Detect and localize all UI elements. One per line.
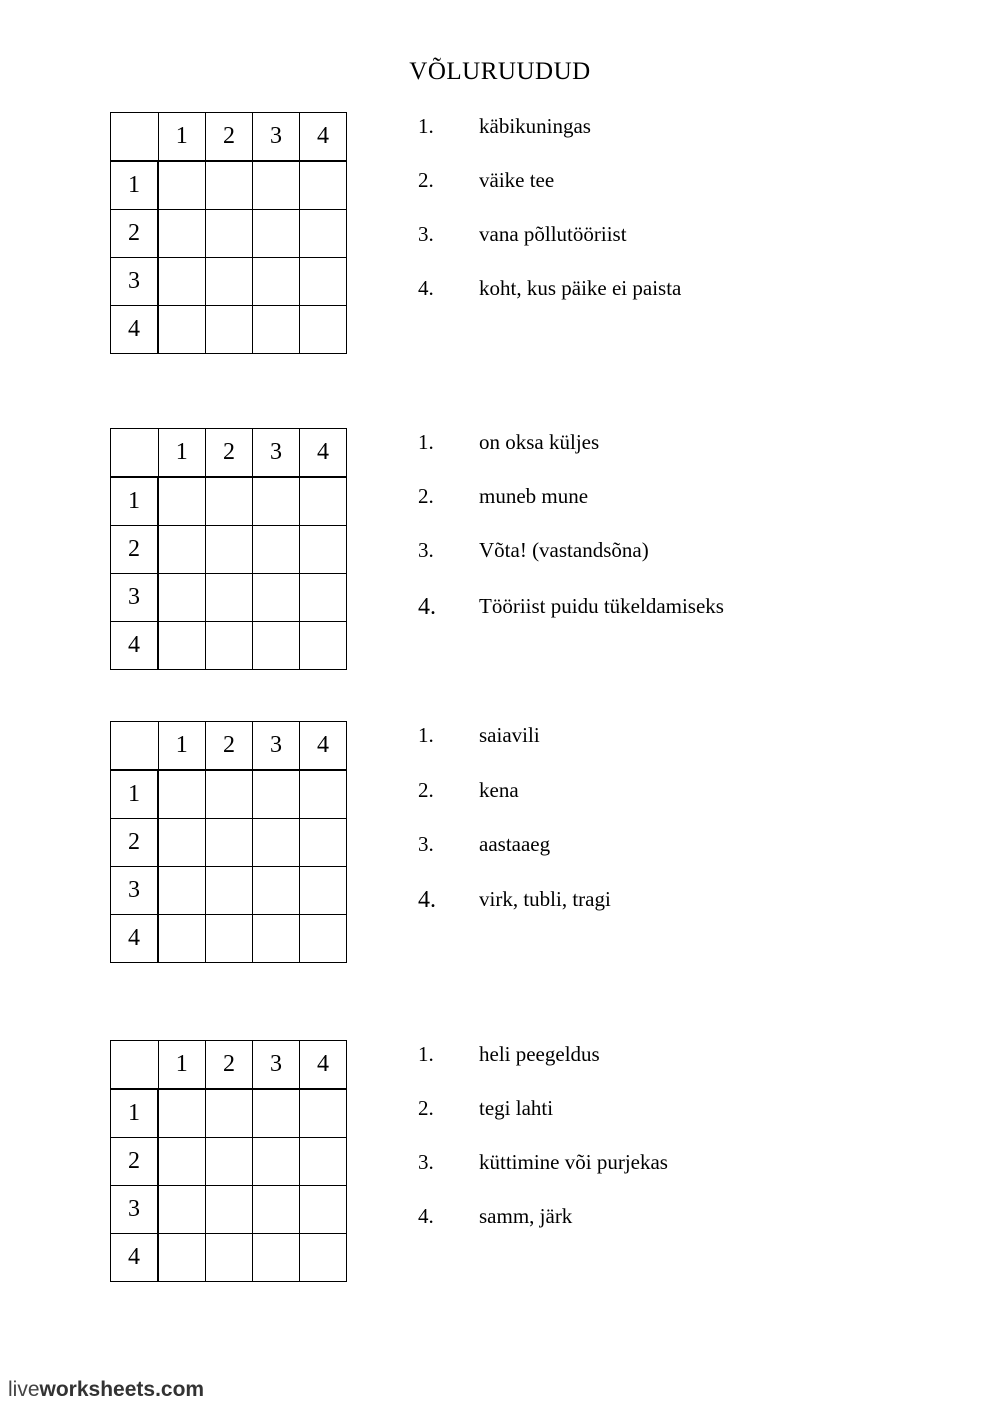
clue-text: vana põllutööriist <box>479 222 627 246</box>
clue-number: 1. <box>418 430 434 454</box>
grid-cell[interactable] <box>158 915 206 963</box>
row-header: 3 <box>111 1186 159 1234</box>
grid-cell[interactable] <box>253 819 300 867</box>
grid-cell[interactable] <box>158 819 206 867</box>
grid-cell[interactable] <box>300 770 347 819</box>
col-header: 3 <box>253 113 300 162</box>
row-header: 3 <box>111 867 159 915</box>
grid-cell[interactable] <box>253 867 300 915</box>
grid-cell[interactable] <box>300 915 347 963</box>
grid-cell[interactable] <box>300 867 347 915</box>
clue-number: 1. <box>418 723 434 747</box>
grid-cell[interactable] <box>206 1089 253 1138</box>
grid-cell[interactable] <box>158 306 206 354</box>
clue-text: samm, järk <box>479 1204 573 1228</box>
grid-cell[interactable] <box>253 574 300 622</box>
grid-cell[interactable] <box>206 1186 253 1234</box>
clue-text: on oksa küljes <box>479 430 600 454</box>
clue-number: 3. <box>418 1150 434 1174</box>
col-header: 1 <box>158 113 206 162</box>
col-header: 2 <box>206 1041 253 1090</box>
row-header: 1 <box>111 477 159 526</box>
clue-text: muneb mune <box>479 484 589 508</box>
row-header: 2 <box>111 1138 159 1186</box>
grid-cell[interactable] <box>206 867 253 915</box>
grid-cell[interactable] <box>158 574 206 622</box>
clue-number: 4. <box>418 887 436 913</box>
col-header: 3 <box>253 429 300 478</box>
puzzle-1 <box>0 112 1000 372</box>
grid-cell[interactable] <box>158 258 206 306</box>
grid-cell[interactable] <box>253 526 300 574</box>
grid-cell[interactable] <box>253 258 300 306</box>
col-header: 1 <box>158 429 206 478</box>
grid-cell[interactable] <box>206 574 253 622</box>
grid-cell[interactable] <box>158 477 206 526</box>
row-header: 4 <box>111 1234 159 1282</box>
grid-cell[interactable] <box>253 622 300 670</box>
clue-number: 3. <box>418 222 434 246</box>
grid-corner <box>111 113 159 162</box>
grid-cell[interactable] <box>253 1089 300 1138</box>
row-header: 4 <box>111 915 159 963</box>
puzzle-4 <box>0 1040 1000 1300</box>
col-header: 1 <box>158 1041 206 1090</box>
magic-square-grid <box>110 1040 347 1282</box>
grid-cell[interactable] <box>300 819 347 867</box>
magic-square-grid <box>110 428 347 670</box>
grid-cell[interactable] <box>158 526 206 574</box>
clue-text: väike tee <box>479 168 555 192</box>
row-header: 2 <box>111 819 159 867</box>
grid-cell[interactable] <box>206 1234 253 1282</box>
grid-cell[interactable] <box>300 1138 347 1186</box>
grid-cell[interactable] <box>206 819 253 867</box>
row-header: 2 <box>111 526 159 574</box>
col-header: 4 <box>300 1041 347 1090</box>
grid-cell[interactable] <box>158 1234 206 1282</box>
grid-cell[interactable] <box>206 1138 253 1186</box>
watermark-suffix: .com <box>155 1378 205 1401</box>
grid-cell[interactable] <box>206 210 253 258</box>
grid-cell[interactable] <box>206 622 253 670</box>
magic-square-grid <box>110 721 347 963</box>
clue-text: kena <box>479 778 519 802</box>
clue-number: 4. <box>418 276 434 300</box>
clue-number: 4. <box>418 1204 434 1228</box>
grid-cell[interactable] <box>253 770 300 819</box>
watermark-brand: worksheets <box>39 1378 156 1401</box>
row-header: 1 <box>111 161 159 210</box>
grid-cell[interactable] <box>300 1186 347 1234</box>
grid-cell[interactable] <box>300 306 347 354</box>
clue-number: 4. <box>418 594 436 620</box>
grid-cell[interactable] <box>253 1234 300 1282</box>
grid-cell[interactable] <box>300 622 347 670</box>
col-header: 2 <box>206 113 253 162</box>
grid-cell[interactable] <box>300 477 347 526</box>
col-header: 4 <box>300 722 347 771</box>
grid-cell[interactable] <box>300 526 347 574</box>
col-header: 3 <box>253 722 300 771</box>
clue-text: koht, kus päike ei paista <box>479 276 682 300</box>
grid-cell[interactable] <box>253 306 300 354</box>
clue-number: 2. <box>418 778 434 802</box>
grid-cell[interactable] <box>158 770 206 819</box>
grid-corner <box>111 1041 159 1090</box>
grid-cell[interactable] <box>253 210 300 258</box>
puzzle-2 <box>0 428 1000 688</box>
grid-cell[interactable] <box>253 477 300 526</box>
grid-cell[interactable] <box>158 1186 206 1234</box>
grid-cell[interactable] <box>158 1089 206 1138</box>
grid-cell[interactable] <box>206 526 253 574</box>
grid-cell[interactable] <box>206 258 253 306</box>
grid-cell[interactable] <box>158 867 206 915</box>
row-header: 3 <box>111 258 159 306</box>
grid-cell[interactable] <box>300 1089 347 1138</box>
puzzle-3 <box>0 721 1000 981</box>
grid-cell[interactable] <box>253 161 300 210</box>
clue-number: 3. <box>418 538 434 562</box>
grid-cell[interactable] <box>300 1234 347 1282</box>
clue-number: 2. <box>418 484 434 508</box>
grid-cell[interactable] <box>300 161 347 210</box>
grid-cell[interactable] <box>158 161 206 210</box>
grid-cell[interactable] <box>158 622 206 670</box>
grid-cell[interactable] <box>158 1138 206 1186</box>
clue-text: heli peegeldus <box>479 1042 600 1066</box>
grid-cell[interactable] <box>206 306 253 354</box>
watermark-prefix: live <box>8 1378 40 1401</box>
grid-cell[interactable] <box>300 210 347 258</box>
liveworksheets-watermark <box>8 1378 204 1402</box>
grid-cell[interactable] <box>206 770 253 819</box>
clue-number: 2. <box>418 1096 434 1120</box>
clue-number: 1. <box>418 114 434 138</box>
row-header: 2 <box>111 210 159 258</box>
row-header: 3 <box>111 574 159 622</box>
grid-cell[interactable] <box>253 1138 300 1186</box>
row-header: 4 <box>111 306 159 354</box>
row-header: 4 <box>111 622 159 670</box>
clue-number: 1. <box>418 1042 434 1066</box>
grid-cell[interactable] <box>158 210 206 258</box>
col-header: 2 <box>206 429 253 478</box>
clue-text: Võta! (vastandsõna) <box>479 538 649 562</box>
clue-text: aastaaeg <box>479 832 551 856</box>
clue-text: käbikuningas <box>479 114 591 138</box>
grid-cell[interactable] <box>206 915 253 963</box>
col-header: 1 <box>158 722 206 771</box>
grid-cell[interactable] <box>206 161 253 210</box>
grid-cell[interactable] <box>300 258 347 306</box>
grid-corner <box>111 722 159 771</box>
col-header: 2 <box>206 722 253 771</box>
grid-cell[interactable] <box>300 574 347 622</box>
magic-square-grid <box>110 112 347 354</box>
grid-corner <box>111 429 159 478</box>
clue-text: küttimine või purjekas <box>479 1150 668 1174</box>
col-header: 4 <box>300 429 347 478</box>
grid-cell[interactable] <box>253 915 300 963</box>
clue-text: Tööriist puidu tükeldamiseks <box>479 594 724 618</box>
clue-number: 2. <box>418 168 434 192</box>
col-header: 4 <box>300 113 347 162</box>
clue-text: saiavili <box>479 723 540 747</box>
clue-text: virk, tubli, tragi <box>479 887 611 911</box>
row-header: 1 <box>111 770 159 819</box>
page-title: VÕLURUUDUD <box>409 58 591 85</box>
grid-cell[interactable] <box>206 477 253 526</box>
clue-text: tegi lahti <box>479 1096 554 1120</box>
row-header: 1 <box>111 1089 159 1138</box>
col-header: 3 <box>253 1041 300 1090</box>
grid-cell[interactable] <box>253 1186 300 1234</box>
clue-number: 3. <box>418 832 434 856</box>
